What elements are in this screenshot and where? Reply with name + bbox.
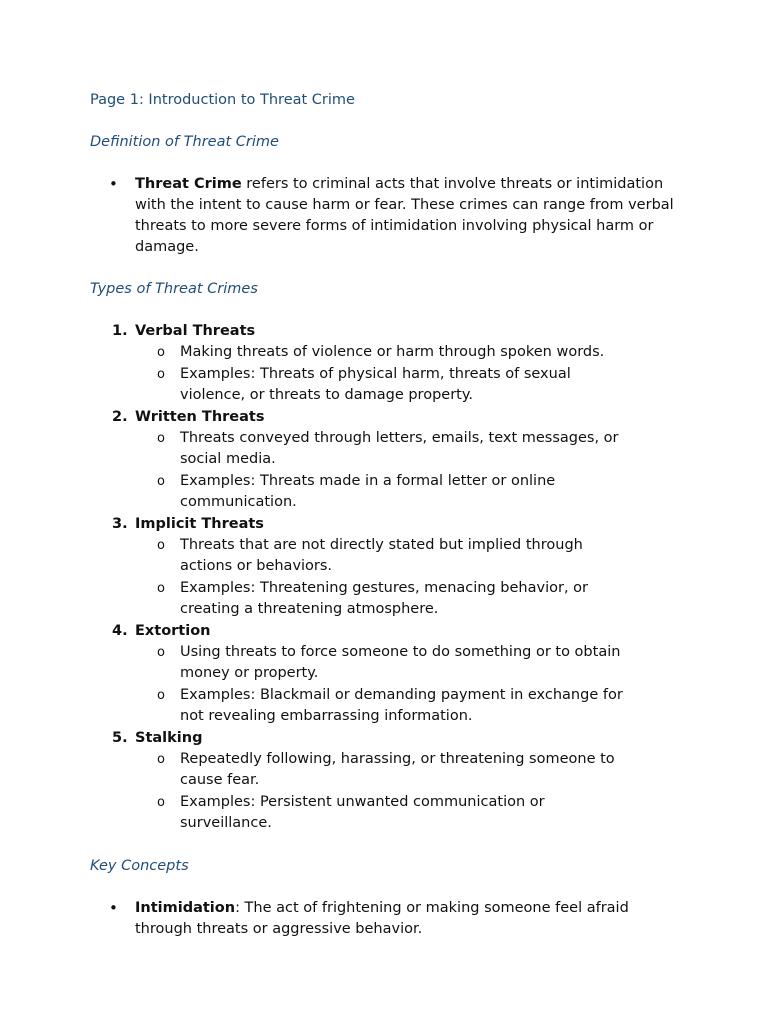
sub-list-item: [135, 535, 630, 578]
bullet-marker: •: [109, 175, 118, 193]
sub-bullet-marker: o: [157, 345, 165, 360]
types-heading: Types of Threat Crimes: [90, 281, 258, 297]
sub-list-item: [135, 364, 630, 407]
list-number: 5.: [112, 729, 128, 746]
sub-list-item: [135, 642, 630, 685]
sub-item-text: Making threats of violence or harm through spoken words.: [180, 344, 605, 360]
type-name: Verbal Threats: [135, 323, 256, 339]
types-list: [90, 321, 690, 835]
definition-list: [90, 174, 690, 258]
sub-list: [135, 749, 690, 835]
document-page: [90, 90, 690, 961]
sub-bullet-marker: o: [157, 366, 165, 382]
type-name: Extortion: [135, 622, 211, 639]
sub-bullet-marker: o: [157, 473, 165, 489]
list-item-verbal-threats: [90, 321, 690, 407]
sub-item-text: Examples: Persistent unwanted communication or surveillance.: [180, 793, 545, 831]
sub-list-item: [135, 749, 630, 792]
term: Intimidation: [135, 899, 236, 916]
sub-list: [135, 428, 690, 514]
sub-list: [135, 535, 690, 621]
list-number: 4.: [112, 622, 128, 639]
list-number: 3.: [112, 515, 128, 532]
list-item-written-threats: [90, 407, 690, 514]
sub-bullet-marker: o: [157, 751, 165, 767]
sub-bullet-marker: o: [157, 580, 165, 596]
list-item-stalking: [90, 728, 690, 835]
sub-item-text: Repeatedly following, harassing, or threatening someone to cause fear.: [180, 750, 615, 788]
bullet-marker: •: [109, 898, 118, 917]
list-item: [90, 898, 675, 940]
sub-item-text: Threats that are not directly stated but implied through actions or behaviors.: [180, 536, 583, 574]
sub-item-text: Examples: Threats made in a formal letter or online communication.: [180, 472, 556, 510]
sub-bullet-marker: o: [157, 687, 165, 703]
list-item-implicit-threats: [90, 514, 690, 621]
type-name: Implicit Threats: [135, 515, 264, 532]
type-name: Stalking: [135, 729, 203, 746]
sub-bullet-marker: o: [157, 644, 165, 660]
term: Threat Crime: [135, 176, 242, 192]
list-item-extortion: [90, 621, 690, 728]
definition-heading: Definition of Threat Crime: [90, 134, 279, 150]
sub-item-text: Using threats to force someone to do something or to obtain money or property.: [180, 643, 621, 681]
sub-list: [135, 642, 690, 728]
sub-bullet-marker: o: [157, 537, 165, 553]
sub-bullet-marker: o: [157, 430, 165, 446]
type-name: Written Threats: [135, 408, 265, 425]
sub-item-text: Threats conveyed through letters, emails, text messages, or social media.: [180, 429, 619, 467]
sub-bullet-marker: o: [157, 794, 165, 810]
sub-list-item: [135, 685, 630, 728]
key-concepts-list: [90, 898, 690, 940]
sub-list-item: [135, 342, 630, 364]
sub-list: [135, 342, 690, 407]
key-concepts-heading: Key Concepts: [90, 857, 189, 874]
term-description: refers to criminal acts that involve threats or intimidation with the intent to cause harm or fear. These crimes can range from verbal threats to more severe forms of intimidation involving physical harm or damage.: [135, 176, 674, 255]
list-number: 1.: [112, 323, 128, 339]
sub-item-text: Examples: Threats of physical harm, threats of sexual violence, or threats to damage property.: [180, 365, 571, 403]
sub-list-item: [135, 428, 630, 471]
list-item: [90, 174, 675, 258]
sub-list-item: [135, 792, 630, 835]
list-number: 2.: [112, 408, 128, 425]
term-description: : The act of frightening or making someone feel afraid through threats or aggressive behavior.: [135, 899, 629, 937]
sub-list-item: [135, 471, 630, 514]
sub-item-text: Examples: Threatening gestures, menacing behavior, or creating a threatening atmosphere.: [180, 579, 588, 617]
page-title: Page 1: Introduction to Threat Crime: [90, 92, 355, 108]
sub-list-item: [135, 578, 630, 621]
sub-item-text: Examples: Blackmail or demanding payment in exchange for not revealing embarrassing information.: [180, 686, 623, 724]
